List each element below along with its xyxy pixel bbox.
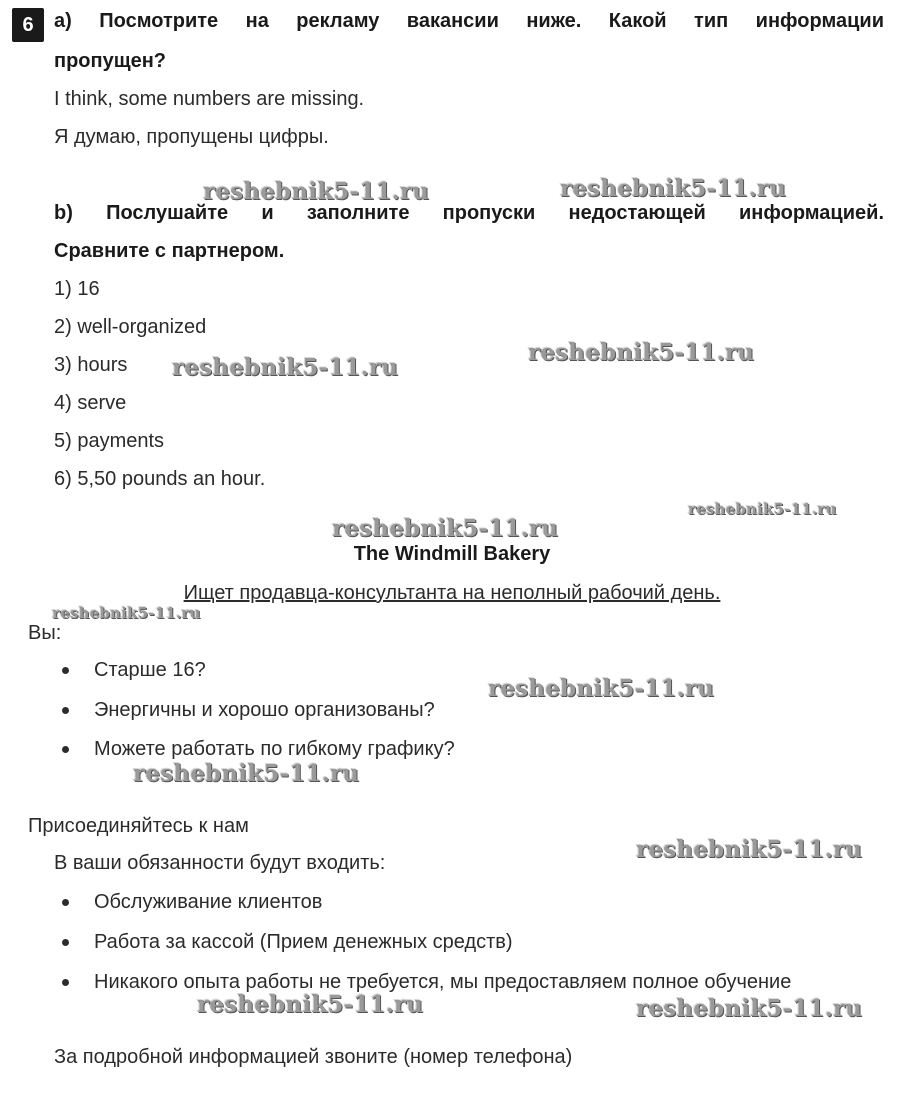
bullet-dot bbox=[62, 979, 69, 986]
answer-a-en: I think, some numbers are missing. bbox=[54, 88, 365, 110]
answer-b-item: 6) 5,50 pounds an hour. bbox=[54, 468, 266, 490]
ad-duty-item: Работа за кассой (Прием денежных средств) bbox=[94, 931, 513, 953]
bullet-dot bbox=[62, 667, 69, 674]
bullet-dot bbox=[62, 939, 69, 946]
ad-duty-item: Никакого опыта работы не требуется, мы предоставляем полное обучение bbox=[94, 971, 792, 993]
question-b-line1: b) Послушайте и заполните пропуски недостающей информацией. bbox=[54, 202, 884, 224]
watermark: reshebnik5-11.ru bbox=[133, 760, 360, 787]
exercise-number-badge: 6 bbox=[12, 8, 44, 42]
bullet-dot bbox=[62, 899, 69, 906]
answer-b-item: 1) 16 bbox=[54, 278, 100, 300]
watermark: reshebnik5-11.ru bbox=[636, 836, 863, 863]
answer-b-item: 2) well-organized bbox=[54, 316, 207, 338]
watermark: reshebnik5-11.ru bbox=[560, 175, 787, 202]
bullet-dot bbox=[62, 746, 69, 753]
watermark: reshebnik5-11.ru bbox=[636, 995, 863, 1022]
watermark: reshebnik5-11.ru bbox=[488, 675, 715, 702]
answer-b-item: 3) hours bbox=[54, 354, 128, 376]
watermark: reshebnik5-11.ru bbox=[172, 354, 399, 381]
ad-you-item: Энергичны и хорошо организованы? bbox=[94, 699, 435, 721]
question-a-line2: пропущен? bbox=[54, 50, 167, 72]
ad-title: The Windmill Bakery bbox=[353, 543, 551, 565]
watermark: reshebnik5-11.ru bbox=[332, 515, 559, 542]
watermark: reshebnik5-11.ru bbox=[52, 604, 201, 622]
answer-b-item: 4) serve bbox=[54, 392, 127, 414]
watermark: reshebnik5-11.ru bbox=[688, 500, 837, 518]
question-b-line2: Сравните с партнером. bbox=[54, 240, 285, 262]
ad-you-label: Вы: bbox=[28, 622, 62, 644]
ad-you-item: Старше 16? bbox=[94, 659, 206, 681]
watermark: reshebnik5-11.ru bbox=[197, 991, 424, 1018]
ad-subtitle-text: Ищет продавца-консультанта на неполный рабочий день. bbox=[183, 582, 721, 604]
answer-b-item: 5) payments bbox=[54, 430, 165, 452]
bullet-dot bbox=[62, 707, 69, 714]
watermark: reshebnik5-11.ru bbox=[203, 178, 430, 205]
question-a-line1: a) Посмотрите на рекламу вакансии ниже. Какой тип информации bbox=[54, 10, 884, 32]
ad-contact: За подробной информацией звоните (номер телефона) bbox=[54, 1046, 573, 1068]
ad-you-item: Можете работать по гибкому графику? bbox=[94, 738, 455, 760]
ad-subtitle bbox=[0, 582, 904, 605]
answer-a-ru: Я думаю, пропущены цифры. bbox=[54, 126, 329, 148]
ad-duties-label: В ваши обязанности будут входить: bbox=[54, 852, 386, 874]
ad-join-label: Присоединяйтесь к нам bbox=[28, 815, 249, 837]
watermark: reshebnik5-11.ru bbox=[528, 339, 755, 366]
ad-duty-item: Обслуживание клиентов bbox=[94, 891, 323, 913]
